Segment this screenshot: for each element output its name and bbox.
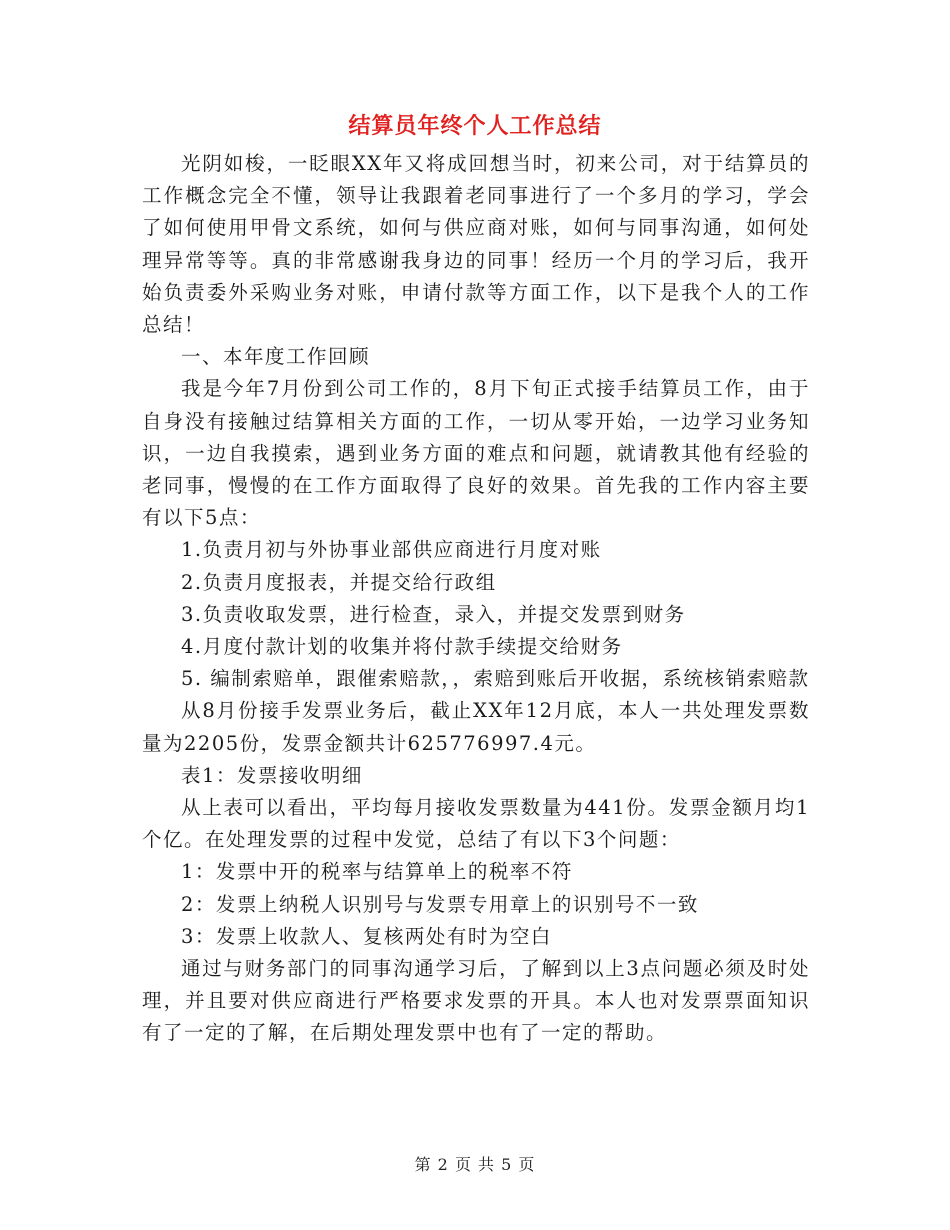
paragraph-work-start: 我是今年7月份到公司工作的，8月下旬正式接手结算员工作，由于自身没有接触过结算相关方面的工作，一切从零开始，一边学习业务知识，一边自我摸索，遇到业务方面的难点和问题，就请教其他有经验的老同事，慢慢的在工作方面取得了良好的效果。首先我的工作内容主要有以下5点：: [142, 377, 810, 530]
list-item-duty-3: 3.负责收取发票，进行检查，录入，并提交发票到财务: [181, 602, 686, 626]
paragraph-conclusion: 通过与财务部门的同事沟通学习后，了解到以上3点问题必须及时处理，并且要对供应商进行严格要求发票的开具。本人也对发票票面知识有了一定的了解，在后期处理发票中也有了一定的帮助。: [142, 957, 810, 1045]
list-item-duty-5: 5. 编制索赔单，跟催索赔款，，索赔到账后开收据，系统核销索赔款: [181, 667, 810, 691]
paragraph-intro: 光阴如梭，一眨眼XX年又将成回想当时，初来公司，对于结算员的工作概念完全不懂，领导让我跟着老同事进行了一个多月的学习，学会了如何使用甲骨文系统，如何与供应商对账，如何与同事沟通，如何处理异常等等。真的非常感谢我身边的同事！经历一个月的学习后，我开始负责委外采购业务对账，申请付款等方面工作，以下是我个人的工作总结！: [142, 152, 810, 337]
list-item-duty-1: 1.负责月初与外协事业部供应商进行月度对账: [181, 538, 602, 562]
document-title: 结算员年终个人工作总结: [348, 113, 602, 139]
paragraph-invoice-stats: 从8月份接手发票业务后，截止XX年12月底，本人一共处理发票数量为2205份，发票金额共计625776997.4元。: [142, 699, 810, 755]
page-number-footer: 第 2 页 共 5 页: [414, 1155, 536, 1174]
list-item-issue-1: 1：发票中开的税率与结算单上的税率不符: [181, 860, 573, 884]
list-item-issue-2: 2：发票上纳税人识别号与发票专用章上的识别号不一致: [181, 892, 699, 916]
list-item-duty-2: 2.负责月度报表，并提交给行政组: [181, 570, 497, 594]
document-body: [142, 148, 810, 1050]
paragraph-invoice-summary: 从上表可以看出，平均每月接收发票数量为441份。发票金额月均1个亿。在处理发票的过程中发觉，总结了有以下3个问题：: [142, 796, 810, 852]
table-caption: 表1：发票接收明细: [181, 763, 363, 787]
section-heading-review: 一、本年度工作回顾: [181, 345, 371, 369]
list-item-duty-4: 4.月度付款计划的收集并将付款手续提交给财务: [181, 635, 623, 659]
list-item-issue-3: 3：发票上收款人、复核两处有时为空白: [181, 924, 552, 948]
